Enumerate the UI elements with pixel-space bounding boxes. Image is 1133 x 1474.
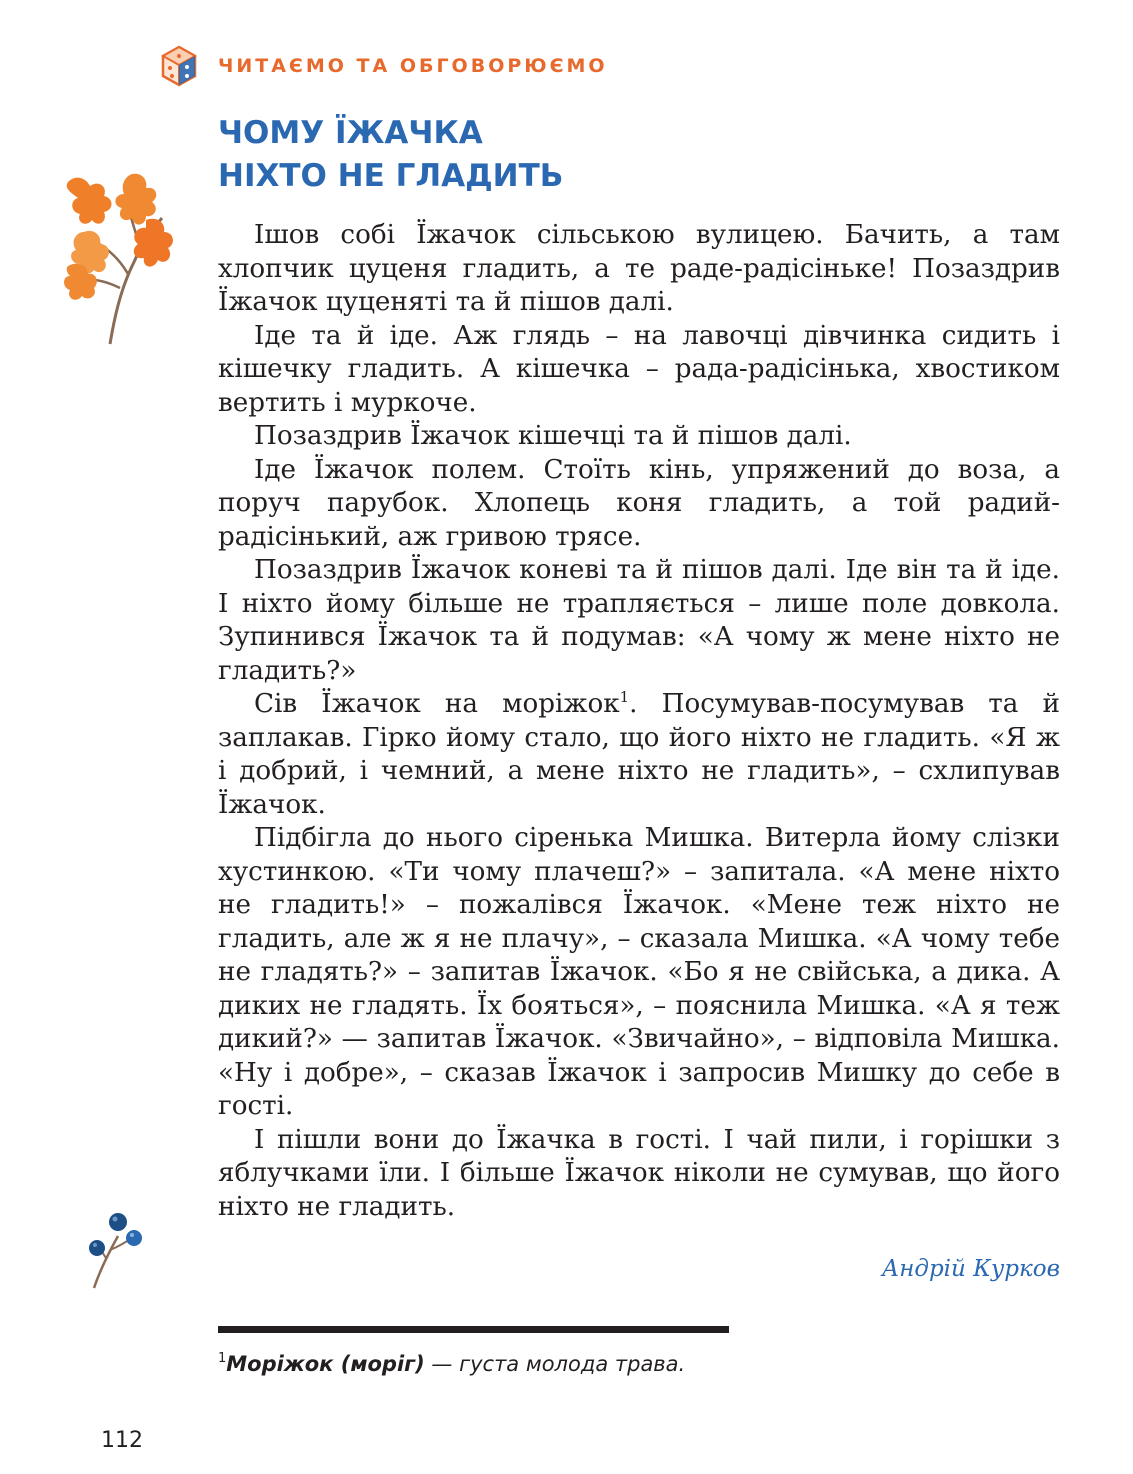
story-paragraph: Позаздрив Їжачок кішечці та й пішов далі. [254, 421, 852, 451]
footnote-definition: — густа молода трава. [424, 1352, 686, 1376]
footnote-divider [218, 1326, 729, 1333]
footnote [218, 1352, 685, 1376]
section-label: ЧИТАЄМО ТА ОБГОВОРЮЄМО [218, 55, 608, 77]
footnote-term: Моріжок (моріг) [226, 1352, 425, 1376]
page-title [218, 112, 563, 198]
story-paragraph [218, 688, 1060, 822]
title-line-1: ЧОМУ ЇЖАЧКА [218, 115, 483, 151]
story-paragraph: Позаздрив Їжачок коневі та й пішов далі. Іде він та й іде. І ніхто йому більше не трапляється – лише поле довкола. Зупинився Їжачок та й подумав: «А чому ж мене ніхто не гладить?» [218, 555, 1060, 686]
oak-leaves-illustration [62, 170, 182, 350]
story-paragraph: І пішли вони до Їжачка в гості. І чай пили, і горішки з яблучками їли. І більше Їжачок ніколи не сумував, що його ніхто не гладить. [218, 1124, 1060, 1222]
story-paragraph: Ішов собі Їжачок сільською вулицею. Бачить, а там хлопчик цуценя гладить, а те раде-радісіньке! Позаздрив Їжачок цуценяті та й пішов далі. [218, 220, 1060, 317]
footnote-number: 1 [218, 1351, 227, 1366]
story-paragraph: Іде та й іде. Аж глядь – на лавочці дівчинка сидить і кішечку гладить. А кішечка – рада-радісінька, хвостиком вертить і муркоче. [218, 320, 1060, 418]
section-header [160, 44, 608, 88]
blueberry-branch-illustration [84, 1208, 148, 1290]
dice-icon [160, 45, 198, 87]
story-text-span: . Посумував-посумував та й заплакав. Гірко йому стало, що його ніхто не гладить. «Я ж і добрий, і чемний, а мене ніхто не гладить», – схлипував Їжачок. [218, 689, 1060, 820]
page-number: 112 [101, 1428, 143, 1453]
author-name: Андрій Курков [881, 1256, 1060, 1282]
story-text-span: Сів Їжачок на моріжок [254, 689, 620, 719]
footnote-marker: 1 [619, 688, 630, 706]
story-text [218, 219, 1060, 1224]
title-line-2: НІХТО НЕ ГЛАДИТЬ [218, 158, 564, 194]
story-paragraph: Підбігла до нього сіренька Мишка. Витерла йому слізки хустинкою. «Ти чому плачеш?» – запитала. «А мене ніхто не гладить!» – пожалівся Їжачок. «Мене теж ніхто не гладить, але ж я не плачу», – сказала Мишка. «А чому тебе не гладять?» – запитав Їжачок. «Бо я не свійська, а дика. А диких не гладять. Їх бояться», – пояснила Мишка. «А я теж дикий?» — запитав Їжачок. «Звичайно», – відповіла Мишка. «Ну і добре», – сказав Їжачок і запросив Мишку до себе в гості. [218, 823, 1060, 1121]
story-paragraph: Іде Їжачок полем. Стоїть кінь, упряжений до воза, а поруч парубок. Хлопець коня гладить, а той радий-радісінький, аж гривою трясе. [218, 454, 1060, 552]
